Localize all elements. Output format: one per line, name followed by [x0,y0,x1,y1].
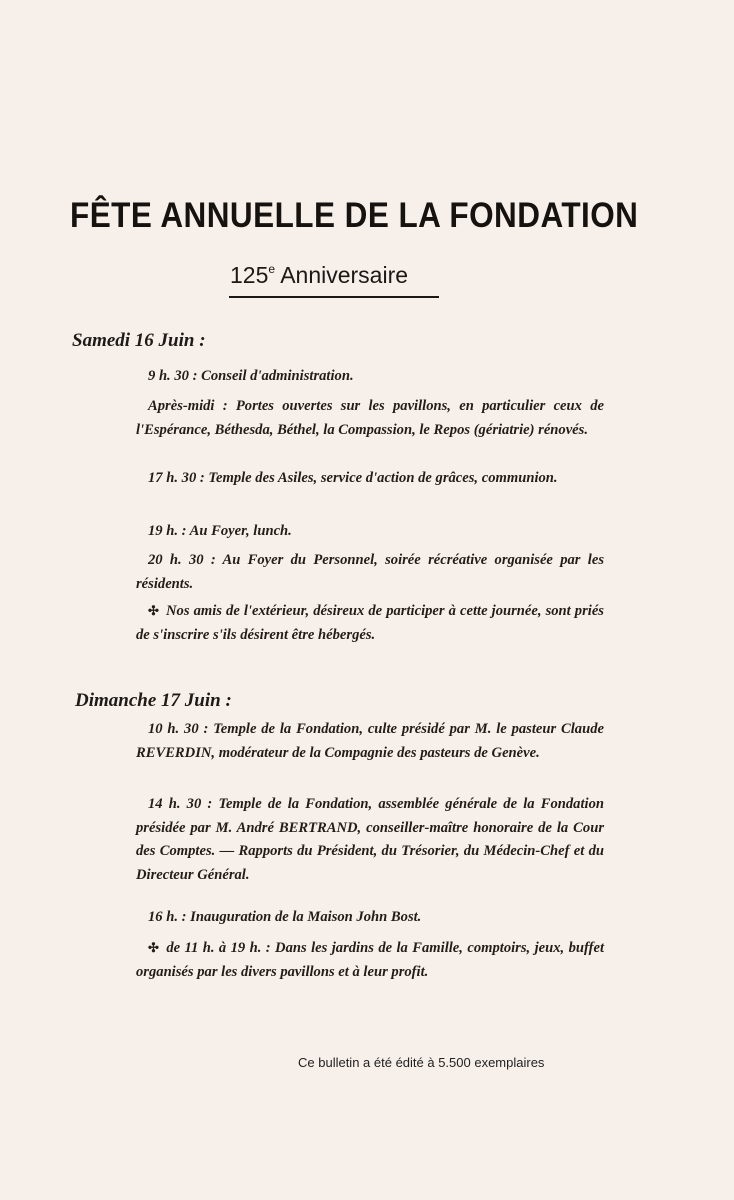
flower-ornament-icon: ✣ [148,603,159,618]
sunday-entry [136,906,604,930]
anniversary-subtitle [230,262,408,289]
entry-text: de 11 h. à 19 h. : Dans les jardins de la Famille, comptoirs, jeux, buffet organisés par les divers pavillons et à leur profit. [136,940,605,980]
entry-time: 14 h. 30 : [148,796,213,812]
entry-text: Au Foyer, lunch. [189,523,292,539]
saturday-entry [136,467,604,491]
entry-time: 10 h. 30 : [148,721,209,737]
entry-text: Temple de la Fondation, assemblée générale de la Fondation présidée par M. André BERTRAND, conseiller-maître honoraire de la Cour des Comptes. — Rapports du Président, du Trésorier, du Médecin-Chef et du Directeur Général. [136,796,604,883]
sunday-entry [136,793,604,887]
page-title: FÊTE ANNUELLE DE LA FONDATION [70,196,639,235]
saturday-entry [136,365,604,389]
entry-time: 19 h. : [148,523,187,539]
saturday-entry [136,549,604,596]
entry-time: 9 h. 30 : [148,368,198,384]
sunday-heading: Dimanche 17 Juin : [75,690,232,711]
sunday-entry [136,718,604,765]
saturday-entry [136,520,604,544]
entry-text: Au Foyer du Personnel, soirée récréative organisée par les résidents. [136,552,604,592]
anniversary-text: Anniversaire [280,262,409,288]
entry-text: Inauguration de la Maison John Bost. [190,909,422,925]
anniversary-ordinal: e [268,262,276,276]
entry-text: Portes ouvertes sur les pavillons, en particulier ceux de l'Espérance, Béthesda, Béthel, la Compassion, le Repos (gériatrie) rénovés. [136,398,604,438]
entry-time: Après-midi : [148,398,228,414]
entry-time: 20 h. 30 : [148,552,216,568]
flower-ornament-icon: ✣ [148,940,159,955]
entry-time: 17 h. 30 : [148,470,205,486]
print-run-note: Ce bulletin a été édité à 5.500 exemplaires [298,1055,545,1070]
subtitle-underline [229,296,439,298]
entry-text: Conseil d'administration. [201,368,354,384]
entry-text: Nos amis de l'extérieur, désireux de participer à cette journée, sont priés de s'inscrire s'ils désirent être hébergés. [136,603,604,643]
entry-text: Temple des Asiles, service d'action de grâces, communion. [208,470,558,486]
entry-time: 16 h. : [148,909,187,925]
sunday-note [136,936,604,984]
saturday-entry [136,395,604,442]
saturday-heading: Samedi 16 Juin : [72,330,206,351]
saturday-note [136,599,604,647]
entry-text: Temple de la Fondation, culte présidé par M. le pasteur Claude REVERDIN, modérateur de la Compagnie des pasteurs de Genève. [136,721,604,761]
anniversary-number: 125 [230,262,269,288]
